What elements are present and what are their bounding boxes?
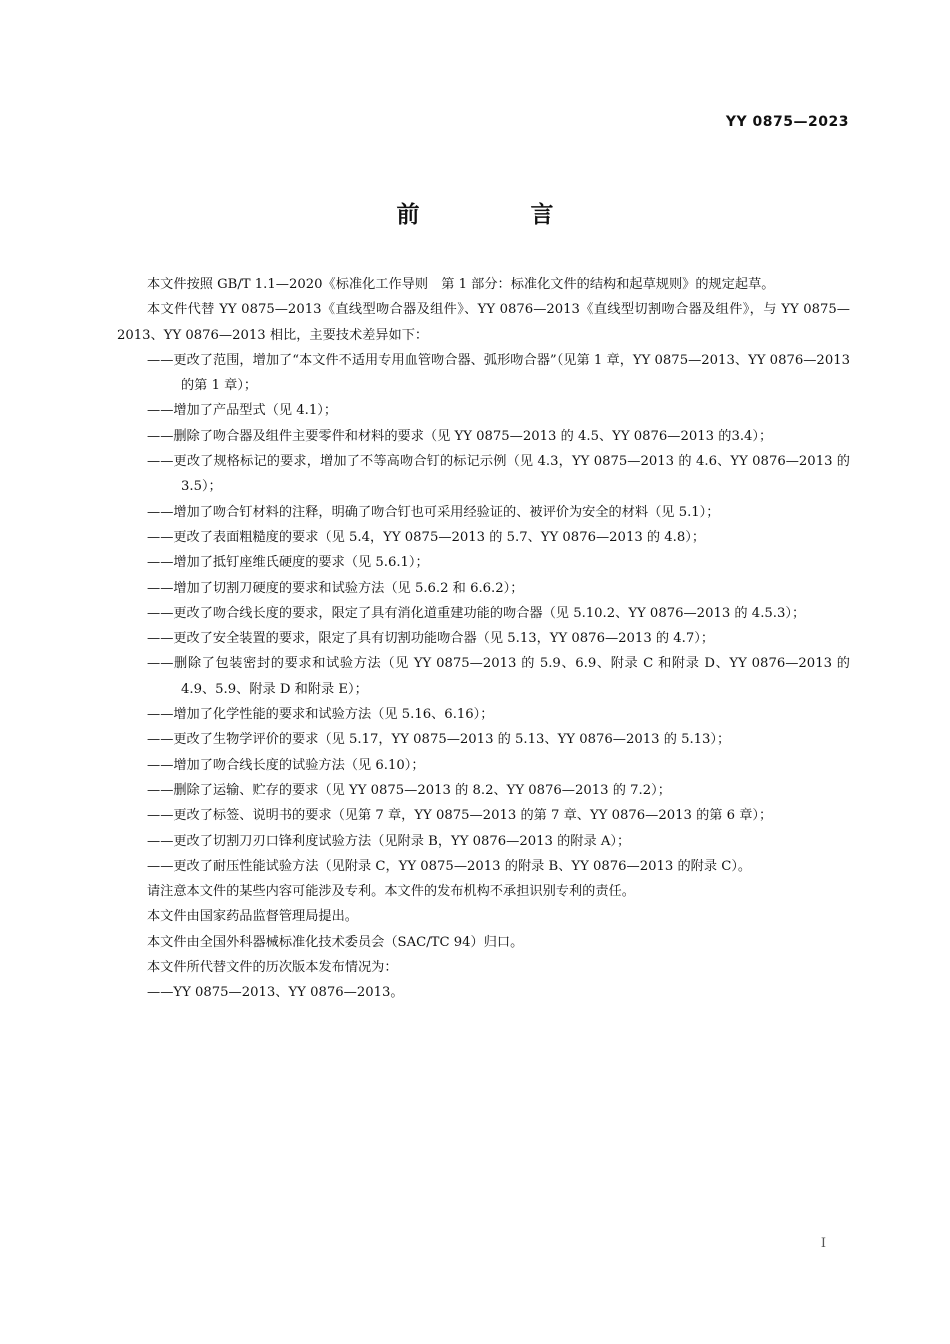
list-item: ——更改了吻合线长度的要求，限定了具有消化道重建功能的吻合器（见 5.10.2、YY 0876—2013 的 4.5.3）； xyxy=(147,605,806,621)
list-item: ——增加了切割刀硬度的要求和试验方法（见 5.6.2 和 6.6.2）； xyxy=(147,580,524,596)
list-item: ——更改了规格标记的要求，增加了不等高吻合钉的标记示例（见 4.3，YY 0875—2013 的 4.6、YY 0876—2013 的 3.5）； xyxy=(147,454,850,495)
list-item: ——更改了标签、说明书的要求（见第 7 章，YY 0875—2013 的第 7 章、YY 0876—2013 的第 6 章）； xyxy=(147,808,773,824)
paragraph-patent-notice: 请注意本文件的某些内容可能涉及专利。本文件的发布机构不承担识别专利的责任。 xyxy=(147,884,635,900)
paragraph-committee: 本文件由全国外科器械标准化技术委员会（SAC/TC 94）归口。 xyxy=(147,934,524,950)
list-item: ——增加了抵钉座维氏硬度的要求（见 5.6.1）； xyxy=(147,555,429,571)
list-item: ——增加了化学性能的要求和试验方法（见 5.16、6.16）； xyxy=(147,707,494,723)
list-item: ——删除了包装密封的要求和试验方法（见 YY 0875—2013 的 5.9、6.9、附录 C 和附录 D、YY 0876—2013 的 4.9、5.9、附录 D 和附录 E）； xyxy=(147,656,850,697)
foreword-body xyxy=(117,272,850,1006)
page-title: 前 言 xyxy=(396,202,598,228)
list-item: ——更改了切割刀刃口锋利度试验方法（见附录 B，YY 0876—2013 的附录 A）； xyxy=(147,833,631,849)
list-item: ——更改了生物学评价的要求（见 5.17，YY 0875—2013 的 5.13、YY 0876—2013 的 5.13）； xyxy=(147,732,731,748)
list-item: ——更改了安全装置的要求，限定了具有切割功能吻合器（见 5.13，YY 0876—2013 的 4.7）； xyxy=(147,631,715,647)
history-list-item: ——YY 0875—2013、YY 0876—2013。 xyxy=(147,985,404,1001)
list-item: ——增加了产品型式（见 4.1）； xyxy=(147,403,338,419)
list-item: ——更改了表面粗糙度的要求（见 5.4，YY 0875—2013 的 5.7、YY 0876—2013 的 4.8）； xyxy=(147,529,706,545)
page-number: Ⅰ xyxy=(820,1236,826,1251)
document-code: YY 0875—2023 xyxy=(725,114,849,130)
paragraph-history: 本文件所代替文件的历次版本发布情况为： xyxy=(147,960,398,976)
paragraph-replacement: 本文件代替 YY 0875—2013《直线型吻合器及组件》、YY 0876—2013《直线型切割吻合器及组件》，与 YY 0875—2013、YY 0876—2013 相比，主要技术差异如下： xyxy=(117,302,850,343)
list-item: ——删除了吻合器及组件主要零件和材料的要求（见 YY 0875—2013 的 4.5、YY 0876—2013 的3.4）； xyxy=(147,428,773,444)
list-item: ——更改了耐压性能试验方法（见附录 C，YY 0875—2013 的附录 B、YY 0876—2013 的附录 C）。 xyxy=(147,858,752,874)
list-item: ——更改了范围，增加了“本文件不适用专用血管吻合器、弧形吻合器”（见第 1 章，YY 0875—2013、YY 0876—2013 的第 1 章）； xyxy=(147,352,850,394)
paragraph-drafting-rules: 本文件按照 GB/T 1.1—2020《标准化工作导则 第 1 部分：标准化文件的结构和起草规则》的规定起草。 xyxy=(147,277,775,292)
list-item: ——删除了运输、贮存的要求（见 YY 0875—2013 的 8.2、YY 0876—2013 的 7.2）； xyxy=(147,782,671,798)
list-item: ——增加了吻合线长度的试验方法（见 6.10）； xyxy=(147,757,425,773)
list-item: ——增加了吻合钉材料的注释，明确了吻合钉也可采用经验证的、被评价为安全的材料（见 5.1）； xyxy=(147,504,720,520)
paragraph-proposer: 本文件由国家药品监督管理局提出。 xyxy=(147,909,358,925)
